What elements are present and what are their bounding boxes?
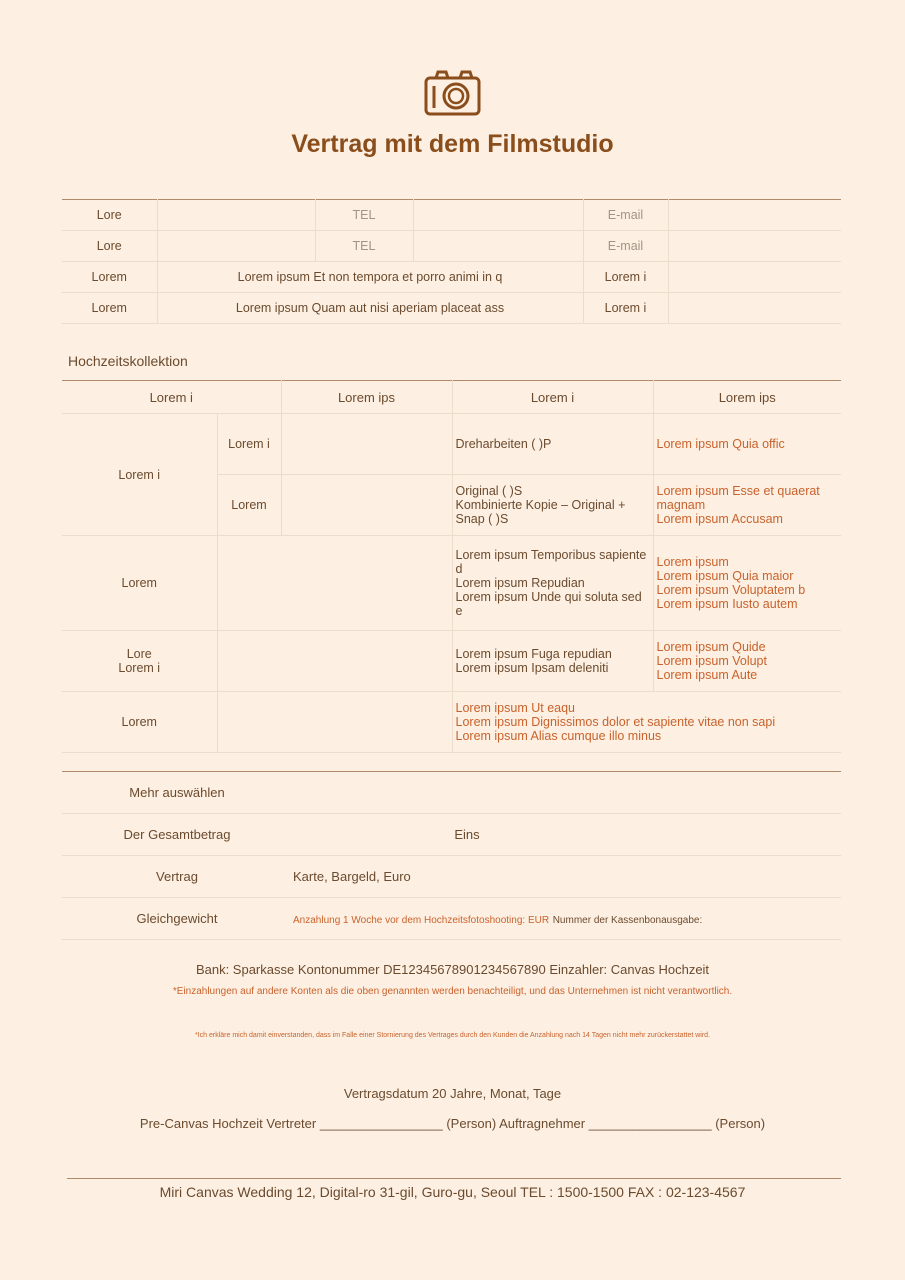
row-label: Lorem: [62, 692, 217, 753]
detail-line: Kombinierte Kopie – Original + Snap ( )S: [455, 498, 626, 526]
table-row: [62, 898, 841, 940]
sub-label: Lorem i: [217, 414, 281, 475]
cell-right-label: Lorem i: [583, 293, 668, 324]
note-cell: [653, 536, 841, 631]
cell-mail-value[interactable]: [668, 231, 841, 262]
contract-label: Vertrag: [62, 856, 292, 898]
row-label: [62, 631, 217, 692]
table-row: [62, 536, 841, 631]
empty-cell: [281, 475, 452, 536]
footer: Miri Canvas Wedding 12, Digital-ro 31-gil, Guro-gu, Seoul TEL : 1500-1500 FAX : 02-123-4567: [159, 1184, 746, 1200]
footer-divider: [67, 1178, 841, 1179]
sub-label: Lorem: [217, 475, 281, 536]
signature-line: Pre-Canvas Hochzeit Vertreter _________________ (Person) Auftragnehmer _________________ (Person): [139, 1116, 766, 1131]
note-line: Lorem ipsum Iusto autem: [656, 597, 798, 611]
cell-text: Lorem ipsum Et non tempora et porro animi in q: [157, 262, 583, 293]
empty-cell: [217, 692, 452, 753]
bank-line: Bank: Sparkasse Kontonummer DE12345678901234567890 Einzahler: Canvas Hochzeit: [195, 962, 710, 977]
camera-icon: [424, 68, 482, 118]
table-row: [62, 414, 841, 475]
more-value: [292, 772, 841, 814]
table-row: [62, 814, 841, 856]
cell-right-value[interactable]: [668, 262, 841, 293]
table-row: [62, 231, 841, 262]
detail-cell: [452, 475, 653, 536]
cell-value[interactable]: [157, 231, 315, 262]
cell-mail-value[interactable]: [668, 200, 841, 231]
note-line: Lorem ipsum Alias cumque illo minus: [455, 729, 662, 743]
summary-table: [62, 771, 841, 940]
total-value: Eins: [292, 814, 841, 856]
note-line: Lorem ipsum Aute: [656, 668, 758, 682]
cell-tel-value[interactable]: [413, 200, 583, 231]
detail-cell: Dreharbeiten ( )P: [452, 414, 653, 475]
detail-cell: [452, 536, 653, 631]
detail-line: Lorem ipsum Repudian: [455, 576, 585, 590]
cell-tel-label: TEL: [315, 200, 413, 231]
more-label[interactable]: Mehr auswählen: [62, 772, 292, 814]
note-line: Lorem ipsum Quide: [656, 640, 766, 654]
note-line: Lorem ipsum Volupt: [656, 654, 767, 668]
table-row: [62, 262, 841, 293]
note-line: Lorem ipsum Accusam: [656, 512, 783, 526]
label-line: Lore: [126, 647, 152, 661]
table-row: [62, 856, 841, 898]
note-line: Lorem ipsum Quia maior: [656, 569, 794, 583]
header-cell: Lorem ips: [281, 381, 452, 414]
collection-table: [62, 380, 841, 753]
total-label: Der Gesamtbetrag: [62, 814, 292, 856]
detail-cell: [452, 631, 653, 692]
row-label: Lorem i: [62, 414, 217, 536]
cell-label: Lore: [62, 231, 157, 262]
balance-receipt: Nummer der Kassenbonausgabe:: [552, 915, 703, 926]
header-cell: Lorem i: [452, 381, 653, 414]
note-cell: [653, 631, 841, 692]
detail-line: Lorem ipsum Unde qui soluta sed e: [455, 590, 642, 618]
cell-right-value[interactable]: [668, 293, 841, 324]
cell-mail-label: E-mail: [583, 200, 668, 231]
note-line: Lorem ipsum Dignissimos dolor et sapiente vitae non sapi: [455, 715, 776, 729]
empty-cell: [281, 414, 452, 475]
page-title: Vertrag mit dem Filmstudio: [291, 130, 614, 158]
detail-line: Original ( )S: [455, 484, 523, 498]
empty-cell: [217, 631, 452, 692]
date-line: Vertragsdatum 20 Jahre, Monat, Tage: [343, 1086, 562, 1101]
cell-mail-label: E-mail: [583, 231, 668, 262]
balance-label: Gleichgewicht: [62, 898, 292, 940]
balance-note: Anzahlung 1 Woche vor dem Hochzeitsfotoshooting: EUR: [293, 915, 550, 926]
note-cell: [653, 475, 841, 536]
label-line: Lorem i: [118, 661, 161, 675]
note-cell: Lorem ipsum Quia offic: [653, 414, 841, 475]
section-title: Hochzeitskollektion: [68, 353, 188, 369]
note-line: Lorem ipsum Voluptatem b: [656, 583, 806, 597]
cell-tel-value[interactable]: [413, 231, 583, 262]
table-row: [62, 631, 841, 692]
contract-value: Karte, Bargeld, Euro: [292, 856, 841, 898]
empty-cell: [217, 536, 452, 631]
table-row: [62, 200, 841, 231]
detail-line: Lorem ipsum Ipsam deleniti: [455, 661, 609, 675]
detail-line: Lorem ipsum Temporibus sapiente d: [455, 548, 647, 576]
table-row: [62, 293, 841, 324]
note-cell: [452, 692, 841, 753]
header-cell: Lorem i: [62, 381, 281, 414]
cell-value[interactable]: [157, 200, 315, 231]
note-line: Lorem ipsum Esse et quaerat magnam: [656, 484, 820, 512]
disclaimer-1: *Einzahlungen auf andere Konten als die oben genannten werden benachteiligt, und das Unternehmen ist nicht verantwortlich.: [172, 986, 733, 997]
detail-line: Lorem ipsum Fuga repudian: [455, 647, 612, 661]
cell-label: Lore: [62, 200, 157, 231]
row-label: Lorem: [62, 536, 217, 631]
cell-text: Lorem ipsum Quam aut nisi aperiam placeat ass: [157, 293, 583, 324]
disclaimer-2: *Ich erkläre mich damit einverstanden, dass im Falle einer Stornierung des Vertrages durch den Kunden die Anzahlung nach 14 Tagen nicht mehr zurückerstattet wird.: [194, 1032, 711, 1039]
header-row: [62, 381, 841, 414]
cell-tel-label: TEL: [315, 231, 413, 262]
cell-label: Lorem: [62, 293, 157, 324]
note-line: Lorem ipsum: [656, 555, 729, 569]
table-row: [62, 692, 841, 753]
cell-right-label: Lorem i: [583, 262, 668, 293]
table-row: [62, 772, 841, 814]
info-table: [62, 199, 841, 324]
header-cell: Lorem ips: [653, 381, 841, 414]
note-line: Lorem ipsum Ut eaqu: [455, 701, 576, 715]
cell-label: Lorem: [62, 262, 157, 293]
balance-value: [292, 898, 841, 940]
